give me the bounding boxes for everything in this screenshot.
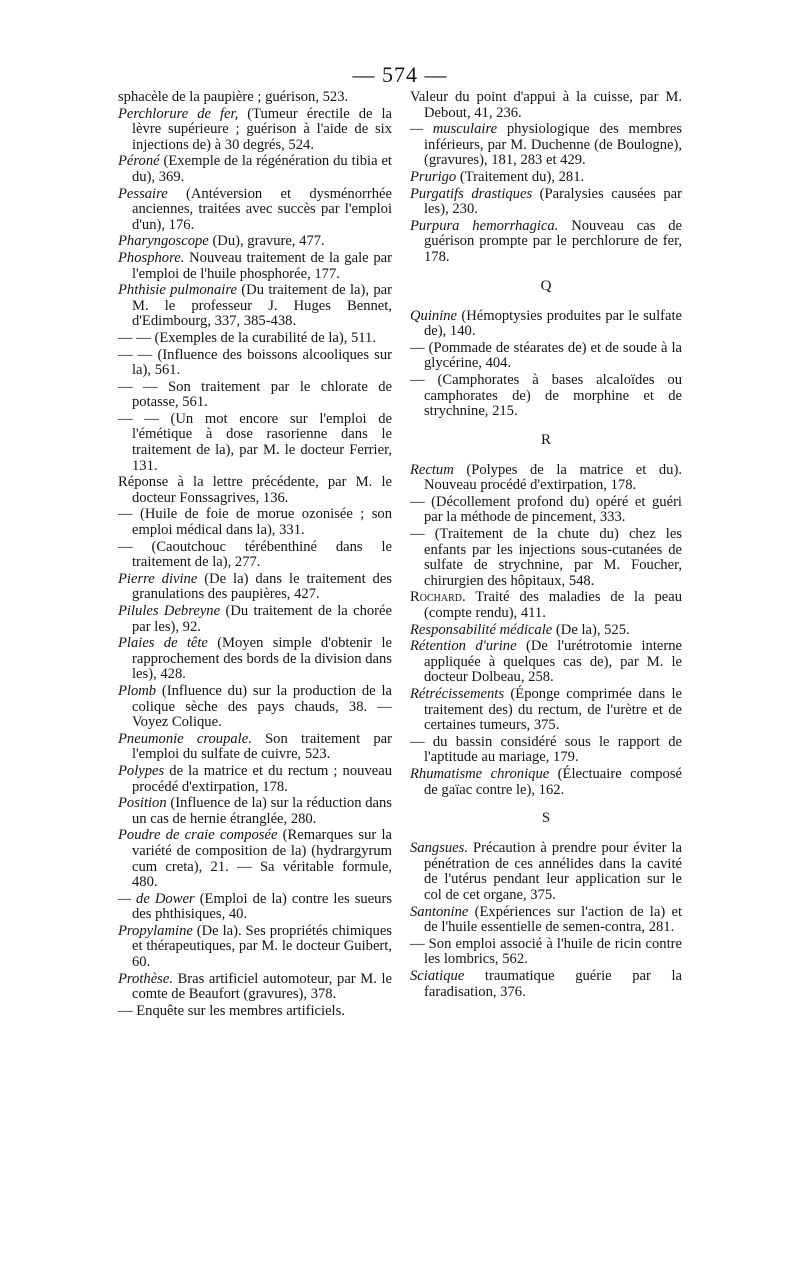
entry-text: (Expériences sur l'action de la) et de l'huile essentielle de semen-contra, 281. [424, 903, 682, 936]
entry-text: (De la) dans le traitement des granulations des paupières, 427. [132, 570, 392, 603]
entry-term: Pharyngoscope [118, 233, 209, 250]
entry-term: Péroné [118, 153, 160, 170]
entry-text: Nouveau cas de guérison prompte par le perchlorure de fer, 178. [424, 217, 682, 265]
entry-text: Valeur du point d'appui à la cuisse, par M. Debout, 41, 236. [410, 89, 682, 121]
entry-text: — — (Exemples de la curabilité de la), 511. [118, 329, 377, 346]
section-letter: R [540, 431, 551, 448]
entry-text: (Tumeur érectile de la lèvre supérieure ; guérison à l'aide de six injections de) à 30 degrés, 524. [132, 105, 392, 153]
entry-text: traumatique guérie par la faradisation, 376. [424, 967, 682, 1000]
entry-text: (De l'urétrotomie interne appliquée à quelques cas de), par M. le docteur Dolbeau, 258. [424, 638, 683, 686]
entry-text: — — (Influence des boissons alcooliques sur la), 561. [118, 346, 392, 379]
entry-term: Pierre divine [118, 570, 198, 587]
index-entry [118, 572, 392, 603]
entry-term: — de Dower [118, 890, 195, 907]
index-entry [118, 892, 392, 923]
index-entry [118, 540, 392, 571]
entry-text: (Paralysies causées par les), 230. [424, 185, 682, 218]
entry-term: Pessaire [118, 185, 168, 202]
entry-text: (De la), 525. [552, 621, 630, 638]
index-entry [118, 234, 392, 250]
page-number: — 574 — [352, 62, 448, 87]
index-entry [410, 623, 682, 639]
index-entry [410, 639, 682, 686]
entry-term: Plomb [118, 682, 157, 699]
index-entry [118, 475, 392, 506]
index-entry [410, 969, 682, 1000]
index-entry [118, 604, 392, 635]
entry-term: Quinine [410, 307, 458, 324]
index-entry [410, 187, 682, 218]
index-entry [118, 796, 392, 827]
entry-term: Phthisie pulmonaire [118, 282, 237, 299]
index-entry [410, 170, 682, 186]
entry-text: Bras artificiel automoteur, par M. le comte de Beaufort (gravures), 378. [132, 970, 392, 1003]
left-column [118, 90, 392, 1020]
index-entry [118, 732, 392, 763]
entry-text: (Éponge comprimée dans le traitement des) du rectum, de l'urètre et de certaines tumeurs, 375. [424, 686, 682, 734]
entry-text: — Son emploi associé à l'huile de ricin contre les lombrics, 562. [410, 935, 682, 968]
entry-text: physiologique des membres inférieurs, par M. Duchenne (de Boulogne), (gravures), 181, 283 et 429. [424, 121, 683, 169]
entry-term: Phosphore. [118, 249, 185, 266]
entry-text: sphacèle de la paupière ; guérison, 523. [118, 89, 349, 105]
index-entry [410, 122, 682, 169]
index-entry [410, 735, 682, 766]
index-entry [118, 764, 392, 795]
entry-term: — musculaire [410, 121, 498, 138]
index-entry [410, 341, 682, 372]
entry-term: Plaies de tête [118, 635, 208, 652]
right-column [410, 90, 682, 1001]
entry-text: (Hémoptysies produites par le sulfate de), 140. [424, 307, 682, 340]
entry-term: Rétrécissements [410, 686, 505, 702]
entry-term: Polypes [118, 762, 165, 779]
entry-text: — (Huile de foie de morue ozonisée ; son emploi médical dans la), 331. [118, 506, 392, 539]
index-entry [118, 1004, 392, 1020]
entry-text: — du bassin considéré sous le rapport de l'aptitude au mariage, 179. [410, 733, 682, 766]
index-entry [118, 636, 392, 683]
entry-text: de la matrice et du rectum ; nouveau procédé d'extirpation, 178. [132, 762, 392, 795]
entry-author-name: Rochard. [410, 589, 466, 606]
entry-term: Sangsues. [410, 840, 468, 857]
entry-text: (Du traitement de la chorée par les), 92. [132, 603, 392, 635]
entry-text: — (Caoutchouc térébenthiné dans le traitement de la), 277. [118, 538, 392, 571]
index-entry [118, 412, 392, 474]
index-entry [410, 309, 682, 340]
entry-text: (Antéversion et dysménorrhée anciennes, traitées avec succès par l'emploi d'un), 176. [132, 185, 392, 233]
entry-text: — (Traitement de la chute du) chez les enfants par les injections sous-cutanées de sulfate de strychnine, par M. Foucher, chirurgien des hôpitaux, 548. [410, 526, 682, 589]
index-entry [410, 495, 682, 526]
entry-text: (Polypes de la matrice et du). Nouveau procédé d'extirpation, 178. [424, 461, 682, 494]
index-entry [410, 590, 682, 621]
section-letter: Q [540, 277, 552, 294]
entry-text: (Électuaire composé de gaïac contre le), 162. [424, 765, 682, 798]
index-entry [118, 90, 392, 106]
index-entry [410, 905, 682, 936]
entry-term: Rectum [410, 461, 454, 478]
entry-text: (Influence du) sur la production de la colique sèche des pays chauds, 38. — Voyez Colique. [132, 682, 392, 731]
entry-text: Nouveau traitement de la gale par l'emploi de l'huile phosphorée, 177. [132, 249, 392, 282]
entry-text: Traité des maladies de la peau (compte rendu), 411. [424, 589, 682, 622]
index-entry [118, 107, 392, 154]
entry-term: Rhumatisme chronique [410, 765, 550, 782]
entry-text: — Enquête sur les membres artificiels. [118, 1002, 345, 1019]
entry-text: (Emploi de la) contre les sueurs des phthisiques, 40. [132, 890, 392, 923]
entry-term: Perchlorure de fer, [118, 105, 239, 122]
index-entry [118, 348, 392, 379]
entry-term: Pilules Debreyne [118, 603, 221, 619]
index-entry [118, 154, 392, 185]
entry-text: (Influence de la) sur la réduction dans un cas de hernie étranglée, 280. [132, 795, 392, 827]
entry-text: (De la). Ses propriétés chimiques et thérapeutiques, par M. le docteur Guibert, 60. [132, 922, 392, 971]
entry-text: (Du traitement de la), par M. le professeur J. Huges Bennet, d'Edimbourg, 337, 385-438. [132, 282, 392, 330]
index-entry [118, 972, 392, 1003]
entry-term: Rétention d'urine [410, 638, 517, 655]
entry-term: Santonine [410, 903, 469, 920]
index-entry [410, 527, 682, 589]
index-entry [118, 828, 392, 890]
entry-term: Pneumonie croupale. [118, 730, 252, 747]
index-entry [410, 219, 682, 266]
entry-term: Purpura hemorrhagica. [410, 217, 559, 234]
entry-text: (Remarques sur la variété de composition de la) (hydrargyrum cum creta), 21. — Sa véritable formule, 480. [132, 827, 392, 891]
entry-term: Position [118, 795, 167, 812]
index-entry [410, 841, 682, 903]
index-entry [410, 90, 682, 121]
index-entry [410, 373, 682, 420]
entry-text: — (Pommade de stéarates de) et de soude à la glycérine, 404. [410, 339, 682, 372]
entry-term: Prurigo [410, 168, 457, 185]
index-entry [118, 187, 392, 234]
entry-text: — (Camphorates à bases alcaloïdes ou camphorates de) de morphine et de strychnine, 215. [410, 371, 682, 420]
entry-term: Propylamine [118, 922, 193, 939]
entry-term: Purgatifs drastiques [410, 185, 533, 202]
entry-term: Responsabilité médicale [410, 621, 553, 638]
entry-text: (Exemple de la régénération du tibia et du), 369. [132, 153, 392, 185]
entry-text: — — Son traitement par le chlorate de potasse, 561. [118, 378, 392, 411]
index-entry [118, 251, 392, 282]
entry-text: (Du), gravure, 477. [208, 233, 325, 250]
entry-text: — — (Un mot encore sur l'emploi de l'émétique à dose rasorienne dans le traitement de la), par M. le docteur Ferrier, 131. [118, 410, 392, 474]
index-entry [410, 937, 682, 968]
entry-text: Son traitement par l'emploi du sulfate de cuivre, 523. [132, 730, 392, 763]
entry-term: Sciatique [410, 967, 465, 984]
index-entry [118, 331, 392, 347]
entry-term: Prothèse. [118, 970, 173, 987]
index-entry [410, 687, 682, 734]
entry-text: Réponse à la lettre précédente, par M. le docteur Fonssagrives, 136. [118, 474, 392, 506]
entry-text: Précaution à prendre pour éviter la pénétration de ces annélides dans la cavité de l'utérus pendant leur application sur le col de cet organe, 375. [424, 840, 682, 903]
entry-text: (Traitement du), 281. [456, 168, 585, 185]
index-entry [118, 380, 392, 411]
section-letter: S [541, 810, 551, 827]
entry-term: Poudre de craie composée [118, 827, 278, 844]
index-entry [410, 767, 682, 798]
index-entry [118, 507, 392, 538]
entry-text: (Moyen simple d'obtenir le rapprochement des bords de la division dans les), 428. [132, 635, 392, 683]
index-entry [118, 283, 392, 330]
index-entry [118, 684, 392, 731]
index-entry [410, 463, 682, 494]
entry-text: — (Décollement profond du) opéré et guéri par la méthode de pincement, 333. [410, 493, 682, 526]
index-entry [118, 924, 392, 971]
